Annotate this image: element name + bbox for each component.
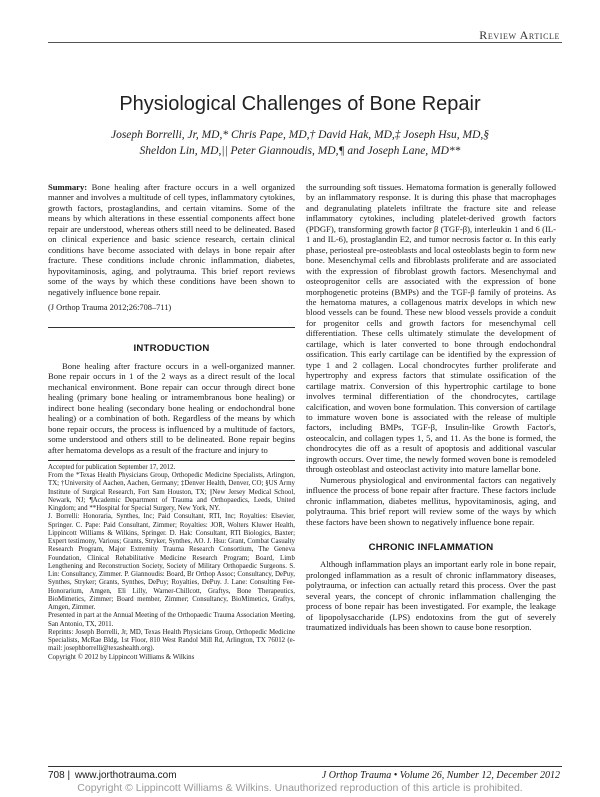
- footer-rule: [48, 766, 562, 767]
- summary-text: Bone healing after fracture occurs in a well organized manner and involves a multitude of cell types, inflammatory cytokines, growth factors, prostaglandins, and certain vitamins. Some of the means by which alterations in these essential components affect bone repair are understood, whereas others still need to be delineated. Based on clinical experience and basic science research, certain clinical conditions have become associated with delays in bone repair after fracture. These conditions include chronic inflammation, diabetes, hypovitaminosis, aging, and polytrauma. This brief report reviews some of the ways by which these conditions have been shown to negatively influence bone repair.: [48, 182, 295, 297]
- footnote-reprints: Reprints: Joseph Borrelli, Jr, MD, Texas Health Physicians Group, Orthopedic Medicine Specialists, McRae Bldg, 1st Floor, 810 West Randol Mill Rd, Arlington, TX 76012 (e-mail: josephborrelli@texashealth.org).: [48, 628, 295, 653]
- footer-left: 708 | www.jorthotrauma.com: [48, 770, 177, 781]
- footnote-presented: Presented in part at the Annual Meeting of the Orthopaedic Trauma Association Meeting, San Antonio, TX, 2011.: [48, 612, 295, 628]
- introduction-paragraph-1: Bone healing after fracture occurs in a well-organized manner. Bone repair occurs in 1 of the 2 ways as a direct result of the local mechanical environment. Bone repair can occur through direct bone healing (primary bone healing or intramembranous bone healing) or indirect bone healing (secondary bone healing or endochondral bone healing) or a combination of both. Regardless of the means by which bone repair occurs, the process is influenced by a multitude of factors, some understood and others still to be delineated. Bone repair begins after hematoma develops as a result of the fracture and injury to: [48, 360, 295, 455]
- summary-citation: (J Orthop Trauma 2012;26:708–711): [48, 302, 172, 312]
- author-list: [60, 127, 540, 159]
- introduction-heading: INTRODUCTION: [133, 343, 210, 355]
- chronic-inflammation-paragraph-1: Although inflammation plays an important early role in bone repair, prolonged inflammation as a result of chronic inflammatory diseases, polytrauma, or infection can actually retard this process. Over the past several years, the concept of chronic inflammation challenging the process of bone repair has been investigated. For example, the leakage of lipopolysaccharide (LPS) endotoxins from the gut of severely traumatized individuals has been shown to cause bone resorption.: [306, 559, 556, 633]
- journal-info: J Orthop Trauma • Volume 26, Number 12, December 2012: [321, 770, 560, 781]
- authors-line-1: Joseph Borrelli, Jr, MD,* Chris Pape, MD,† David Hak, MD,‡ Joseph Hsu, MD,§: [110, 129, 490, 141]
- right-column: [306, 182, 556, 633]
- summary-divider: [48, 327, 295, 328]
- introduction-paragraph-1-continued: the surrounding soft tissues. Hematoma formation is generally followed by an inflammatory response. It is during this phase that macrophages and degranulating platelets infiltrate the fracture site and release inflammatory cytokines, including platelet-derived growth factors (PDGF), transforming growth factor β (TGF-β), interleukin 1 and 6 (IL-1 and IL-6), prostaglandin E2, and tumor necrosis factor α. In this early phase, periosteal pre-osteoblasts and local osteoblasts begin to form new bone. Mesenchymal cells and fibroblasts proliferate and are associated with the expression of fibroblast growth factors. Mesenchymal and osteoprogenitor cells are associated with the expression of bone morphogenetic proteins (BMPs) and the TGF-β family of proteins. As the hematoma matures, a collagenous matrix develops in which new blood vessels can be found. These new blood vessels provide a conduit for progenitor cells and growth factors for mesenchymal cell differentiation. These cells ultimately stimulate the development of cartilage, which is later converted to bone through endochondral ossification. This early cartilage can be identified by the expression of type 1 and 2 collagen. Local chondrocytes further proliferate and hypertrophy and express factors that stimulate ossification of the cartilage matrix. Conversion of this hypertrophic cartilage to bone involves terminal differentiation of the chondrocytes, cartilage calcification, and woven bone formulation. This conversion of cartilage to immature woven bone is associated with the release of multiple factors, including BMPs, TGF-β, Insulin-like Growth Factor's, osteocalcin, and collagen types 1, 5, and 11. As the bone is formed, the chondrocytes die off as a result of apoptosis and additional vascular ingrowth occurs. Over time, the newly formed woven bone is remodeled through osteoblast and osteoclast activity into mature lamellar bone.: [306, 182, 556, 475]
- footnote-disclosures: J. Borrelli: Honoraria, Synthes, Inc; Paid Consultant, RTI, Inc; Royalties: Elsevier, Springer. C. Pape: Paid Consultant, Zimmer; Royalties: JOR, Wolters Kluwer Health, Lippincott Williams & Wilkins, Springer. D. Hak: Consultant, RTI Biologics, Baxter; Expert testimony, Various; Grants, Stryker, Synthes, AO. J. Hsu: Grant, Combat Casualty Research Program, Major Extremity Trauma Research Consortium, The Geneva Foundation, Clinical Rehabilitative Medicine Research Program; Board, Limb Lengthening and Reconstruction Society, Society of Military Orthopaedic Surgeons. S. Lin: Consultancy, Zimmer. P. Giannoudis: Board, Br Orthop Assoc; Consultancy, DePuy, Synthes, Stryker; Grants, Synthes, DePuy; Royalties, DePuy. J. Lane: Consulting Fee-Honorarium, Amgen, Eli Lilly, Warner-Chillcott, Graftys, Bone Therapeutics, BioMimetics, Zimmer; Board member, Zimmer; Consultancy, BioMimetics, Graftys, Amgen, Zimmer.: [48, 513, 295, 612]
- section-label: Review Article: [479, 28, 560, 42]
- header-rule: [48, 42, 562, 43]
- authors-line-2: Sheldon Lin, MD,|| Peter Giannoudis, MD,¶ and Joseph Lane, MD**: [139, 145, 461, 157]
- copyright-watermark: Copyright © Lippincott Williams & Wilkins. Unauthorized reproduction of this article is prohibited.: [77, 782, 523, 794]
- footnote-divider: [48, 460, 295, 461]
- footnote-copyright: Copyright © 2012 by Lippincott Williams & Wilkins: [48, 653, 195, 661]
- introduction-paragraph-2: Numerous physiological and environmental factors can negatively influence the process of bone repair after fracture. These factors include chronic inflammation, diabetes mellitus, hypovitaminosis, aging, and polytrauma. This brief report will review some of the ways by which these factors have been shown to negatively influence bone repair.: [306, 474, 556, 527]
- footnote-affiliations: From the *Texas Health Physicians Group, Orthopedic Medicine Specialists, Arlington, TX; †University of Aachen, Aachen, Germany; ‡Denver Health, Denver, CO; §US Army Institute of Surgical Research, Fort Sam Houston, TX; ||New Jersey Medical School, Newark, NJ; ¶Academic Department of Trauma and Orthopaedics, Leeds, United Kingdom; and **Hospital for Special Surgery, New York, NY.: [48, 472, 295, 513]
- article-title: Physiological Challenges of Bone Repair: [119, 93, 481, 115]
- left-column: [48, 182, 295, 662]
- chronic-inflammation-heading: CHRONIC INFLAMMATION: [368, 541, 494, 553]
- journal-url-link[interactable]: www.jorthotrauma.com: [74, 770, 177, 781]
- summary-label: Summary:: [48, 182, 88, 192]
- summary-block: [48, 182, 295, 328]
- footnotes: [48, 464, 295, 662]
- footnote-accepted: Accepted for publication September 17, 2012.: [48, 463, 176, 471]
- page-number: 708: [48, 770, 65, 781]
